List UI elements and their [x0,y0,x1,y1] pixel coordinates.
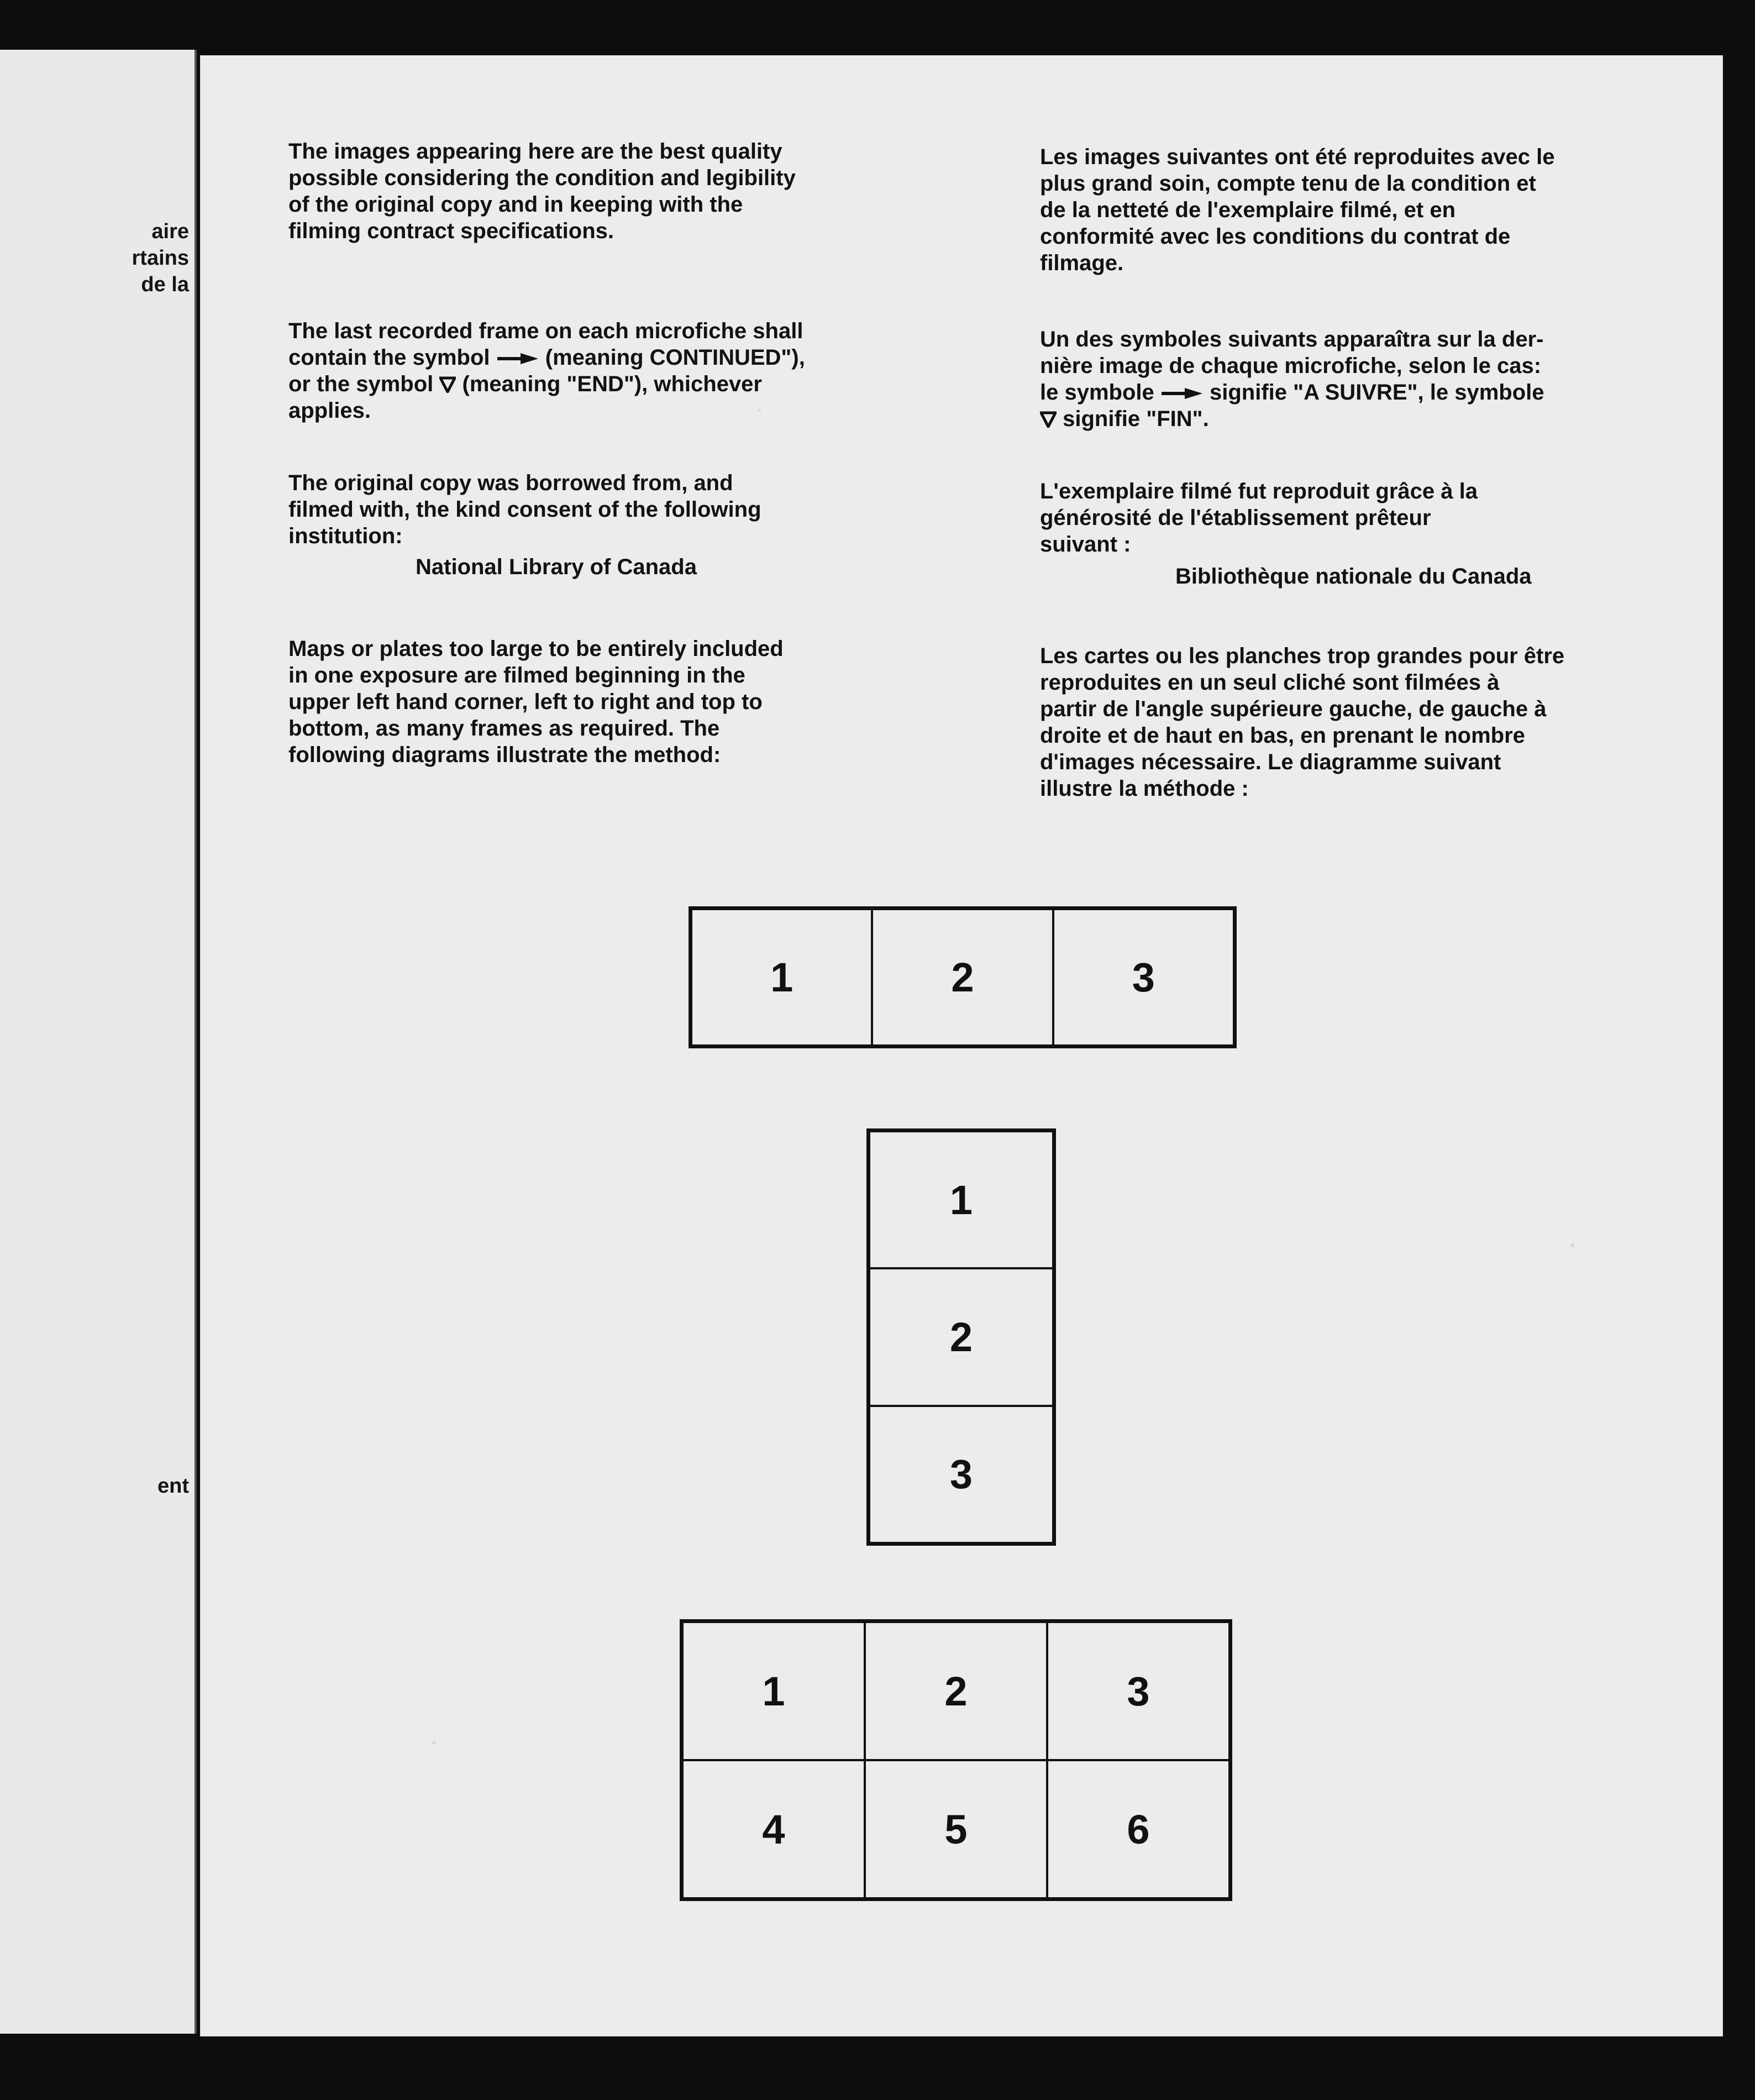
frame-cell: 3 [1053,909,1234,1046]
frame-cell: 5 [865,1760,1047,1898]
diagram-row [689,906,1237,1048]
text-line: Les cartes ou les planches trop grandes pour être [1040,644,1565,668]
text-line: The original copy was borrowed from, and [288,471,733,495]
maps-method-paragraph [288,636,929,768]
text-fragment: or the symbol [288,372,434,396]
text-line: plus grand soin, compte tenu de la condition et [1040,171,1536,196]
text-fragment: contain the symbol [288,345,490,370]
arrow-icon [1160,387,1204,400]
text-line: applies. [288,398,371,423]
diagram-grid [680,1619,1232,1901]
frame-cell: 3 [869,1406,1053,1543]
arrow-icon [496,352,539,365]
symbol-notice-paragraph [288,318,929,424]
text-line: générosité de l'établissement prêteur [1040,506,1431,530]
text-line: partir de l'angle supérieure gauche, de gauche à [1040,697,1547,721]
film-speck [758,409,761,412]
frame-cell: 2 [872,909,1053,1046]
text-line: possible considering the condition and legibility [288,166,796,190]
target-page [200,55,1723,2036]
quality-notice-paragraph-fr [1040,144,1703,276]
frame-cell: 2 [865,1622,1047,1760]
previous-page-fragment: de la [141,273,189,296]
institution-name-fr: Bibliothèque nationale du Canada [1175,564,1532,589]
institution-name: National Library of Canada [416,555,697,579]
text-line: Maps or plates too large to be entirely included [288,637,784,661]
text-line: filmage. [1040,251,1124,275]
text-fragment: signifie "A SUIVRE", le symbole [1210,380,1544,405]
text-line: suivant : [1040,532,1131,556]
text-line: L'exemplaire filmé fut reproduit grâce à la [1040,479,1478,503]
text-line: conformité avec les conditions du contrat de [1040,224,1511,249]
text-line: bottom, as many frames as required. The [288,716,720,741]
text-fragment: (meaning CONTINUED"), [545,345,805,370]
text-line: The last recorded frame on each microfiche shall [288,319,803,343]
maps-method-paragraph-fr [1040,643,1703,802]
text-line [288,371,929,397]
film-speck [432,1741,435,1744]
previous-page-edge [0,50,197,2034]
text-line: filming contract specifications. [288,219,614,243]
text-line: nière image de chaque microfiche, selon le cas: [1040,354,1542,378]
text-line: d'images nécessaire. Le diagramme suivant [1040,750,1501,774]
text-line: Les images suivantes ont été reproduites avec le [1040,145,1555,169]
text-fragment: (meaning "END"), whichever [462,372,762,396]
frame-cell: 1 [691,909,872,1046]
text-line: filmed with, the kind consent of the following [288,497,761,522]
frame-cell: 6 [1047,1760,1229,1898]
text-line: of the original copy and in keeping with the [288,192,743,217]
quality-notice-paragraph [288,138,929,244]
text-line: reproduites en un seul cliché sont filmées à [1040,670,1500,695]
triangle-down-icon [439,376,456,393]
text-line: in one exposure are filmed beginning in the [288,663,745,687]
text-line: institution: [288,524,403,548]
symbol-notice-paragraph-fr [1040,326,1703,432]
diagram-column [866,1128,1056,1546]
frame-cell: 3 [1047,1622,1229,1760]
text-line: following diagrams illustrate the method: [288,743,721,767]
institution-paragraph [288,470,929,580]
institution-paragraph-fr [1040,478,1703,590]
text-line: droite et de haut en bas, en prenant le nombre [1040,723,1525,748]
text-line [288,344,929,371]
frame-cell: 4 [682,1760,865,1898]
text-line [1040,379,1703,406]
frame-cell: 1 [869,1131,1053,1268]
triangle-down-icon [1040,411,1057,428]
frame-cell: 2 [869,1268,1053,1405]
text-line: de la netteté de l'exemplaire filmé, et en [1040,198,1456,222]
previous-page-fragment: rtains [132,246,189,270]
text-line [1040,406,1703,432]
text-line: Un des symboles suivants apparaîtra sur la der- [1040,327,1544,351]
text-line: illustre la méthode : [1040,776,1249,801]
text-fragment: signifie "FIN". [1063,407,1209,431]
text-line: The images appearing here are the best quality [288,139,782,164]
text-line: upper left hand corner, left to right and top to [288,690,763,714]
frame-cell: 1 [682,1622,865,1760]
previous-page-fragment: aire [151,220,189,243]
previous-page-fragment: ent [157,1474,189,1498]
text-fragment: le symbole [1040,380,1154,405]
film-speck [1570,1243,1574,1247]
